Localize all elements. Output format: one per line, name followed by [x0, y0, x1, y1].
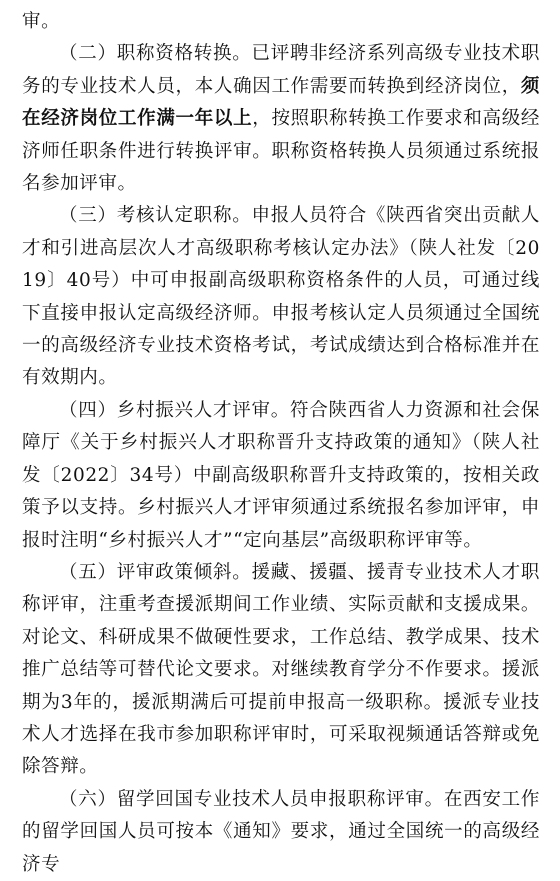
paragraph-text: 援藏、援疆、援青专业技术人才职称评审，注重考查援派期间工作业绩、实际贡献和支援成果。对论文、科研成果不做硬性要求，工作总结、教学成果、技术推广总结等可替代论文要求。对继续教育学分不作要求。援派期为3年的，援派期满后可提前申报高一级职称。援派专业技术人才选择在我市参加职称评审时，可采取视频通话答辩或免除答辩。	[22, 561, 540, 778]
paragraph-text: 在西安工作的留学回国人员可按本《通知》要求，通过全国统一的高级经济专	[22, 788, 540, 875]
section-heading: （五）评审政策倾斜。	[59, 561, 252, 583]
section-heading: （三）考核认定职称。	[59, 205, 252, 227]
paragraph-title-conversion	[22, 38, 540, 200]
paragraph-text: 符合陕西省人力资源和社会保障厅《关于乡村振兴人才职称晋升支持政策的通知》（陕人社发〔2022〕34号）中副高级职称晋升支持政策的，按相关政策予以支持。乡村振兴人才评审须通过系统报名参加评审，申报时注明“乡村振兴人才”“定向基层”高级职称评审等。	[22, 399, 540, 551]
emphasis-text: 须在经济岗位工作满一年以上	[22, 75, 540, 130]
paragraph-text: 审。	[22, 11, 61, 32]
paragraph-returned-overseas	[22, 784, 540, 881]
paragraph-continuation	[22, 6, 540, 38]
paragraph-text: 申报人员符合《陕西省突出贡献人才和引进高层次人才高级职称考核认定办法》（陕人社发〔2019〕40号）中可申报副高级职称资格条件的人员，可通过线下直接申报认定高级经济师。申报考核认定人员须通过全国统一的高级经济专业技术资格考试，考试成绩达到合格标准并在有效期内。	[22, 205, 540, 389]
paragraph-text: ，按照职称转换工作要求和高级经济师任职条件进行转换评审。职称资格转换人员须通过系统报名参加评审。	[22, 108, 540, 195]
paragraph-text: 已评聘非经济系列高级专业技术职务的专业技术人员，本人确因工作需要而转换到经济岗位，	[22, 43, 540, 97]
section-heading: （四）乡村振兴人才评审。	[59, 399, 290, 421]
paragraph-rural-revitalization	[22, 395, 540, 557]
section-heading: （六）留学回国专业技术人员申报职称评审。	[59, 788, 444, 810]
paragraph-policy-tilt	[22, 557, 540, 784]
paragraph-assessment-recognition	[22, 200, 540, 394]
section-heading: （二）职称资格转换。	[59, 43, 252, 65]
